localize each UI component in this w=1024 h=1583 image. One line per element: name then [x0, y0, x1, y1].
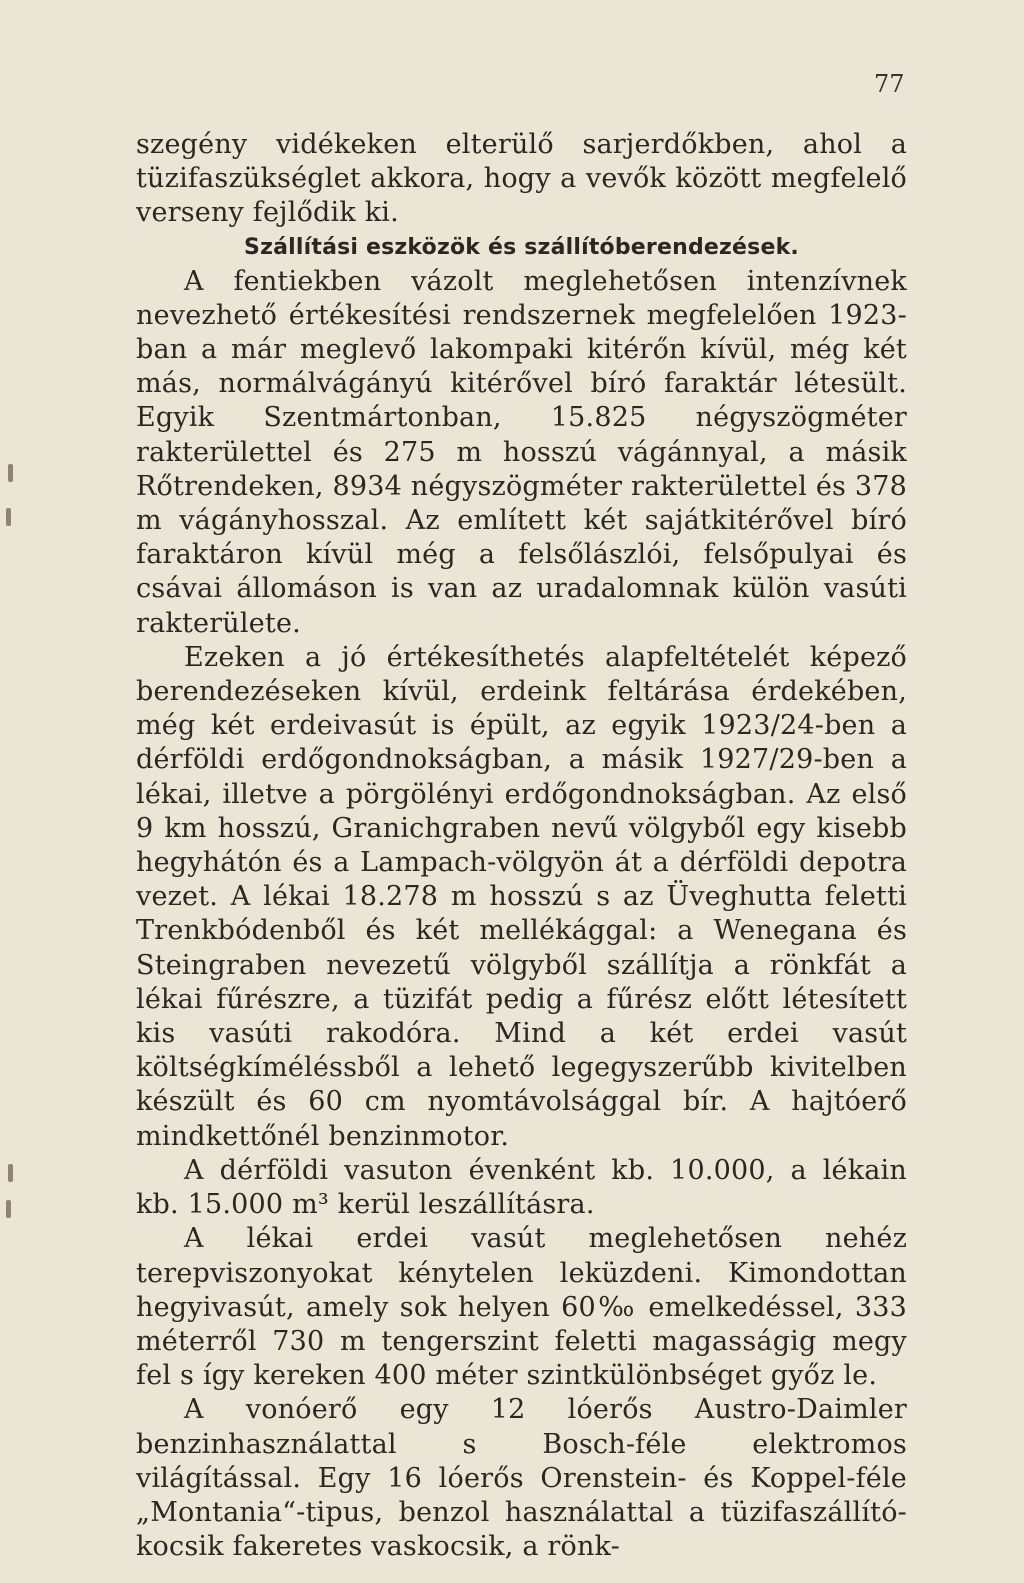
left-edge-mark	[6, 508, 11, 526]
paragraph-5: A lékai erdei vasút meglehetősen nehéz terepviszonyokat kénytelen leküzdeni. Kimondottan hegyivasút, amely sok helyen 60‰ emelkedéssel, 333 méterről 730 m tengerszint feletti magasságig megy fel s így kereken 400 méter szintkülönbséget győz le.	[136, 1223, 907, 1392]
paragraph-6: A vonóerő egy 12 lóerős Austro-Daimler benzinhasználattal s Bosch-féle elektromos világítással. Egy 16 lóerős Orenstein- és Koppel-féle „Montania“-tipus, benzol használattal a tüzifaszállító-kocsik fakeretes vaskocsik, a rönk-	[136, 1394, 907, 1563]
body-text	[136, 128, 907, 1564]
section-heading: Szállítási eszközök és szállítóberendezések.	[244, 234, 799, 260]
paragraph-4: A dérföldi vasuton évenként kb. 10.000, a lékain kb. 15.000 m³ kerül leszállításra.	[136, 1154, 907, 1221]
paragraph-2: A fentiekben vázolt meglehetősen intenzívnek nevezhető értékesítési rendszernek megfelelően 1923-ban a már meglevő lakompaki kitérőn kívül, még két más, normálvágányú kitérővel bíró faraktár létesült. Egyik Szentmártonban, 15.825 négyszögméter rakterülettel és 275 m hosszú vágánnyal, a másik Rőtrendeken, 8934 négyszögméter rakterülettel és 378 m vágányhosszal. Az említett két sajátkitérővel bíró faraktáron kívül még a felsőlászlói, felsőpulyai és csávai állomáson is van az uradalomnak külön vasúti rakterülete.	[136, 265, 907, 639]
left-edge-mark	[6, 1200, 11, 1218]
left-edge-mark	[8, 1164, 13, 1182]
paragraph-1: szegény vidékeken elterülő sarjerdőkben, ahol a tüzifaszükséglet akkora, hogy a vevők között megfelelő verseny fejlődik ki.	[136, 129, 907, 229]
page-number: 77	[874, 70, 905, 98]
left-edge-mark	[8, 464, 13, 482]
paragraph-3: Ezeken a jó értékesíthetés alapfeltételét képező berendezéseken kívül, erdeink feltárása érdekében, még két erdeivasút is épült, az egyik 1923/24-ben a dérföldi erdőgondnokságban, a másik 1927/29-ben a lékai, illetve a pörgölényi erdőgondnokságban. Az első 9 km hosszú, Granichgraben nevű völgyből egy kisebb hegyhátón és a Lampach-völgyön át a dérföldi depotra vezet. A lékai 18.278 m hosszú s az Üveghutta feletti Trenkbódenből és két mellékággal: a Wenegana és Steingraben nevezetű völgyből szállítja a rönkfát a lékai fűrészre, a tüzifát pedig a fűrész előtt létesített kis vasúti rakodóra. Mind a két erdei vasút költségkíméléssből a lehető legegyszerűbb kivitelben készült és 60 cm nyomtávolsággal bír. A hajtóerő mindkettőnél benzinmotor.	[136, 641, 907, 1152]
